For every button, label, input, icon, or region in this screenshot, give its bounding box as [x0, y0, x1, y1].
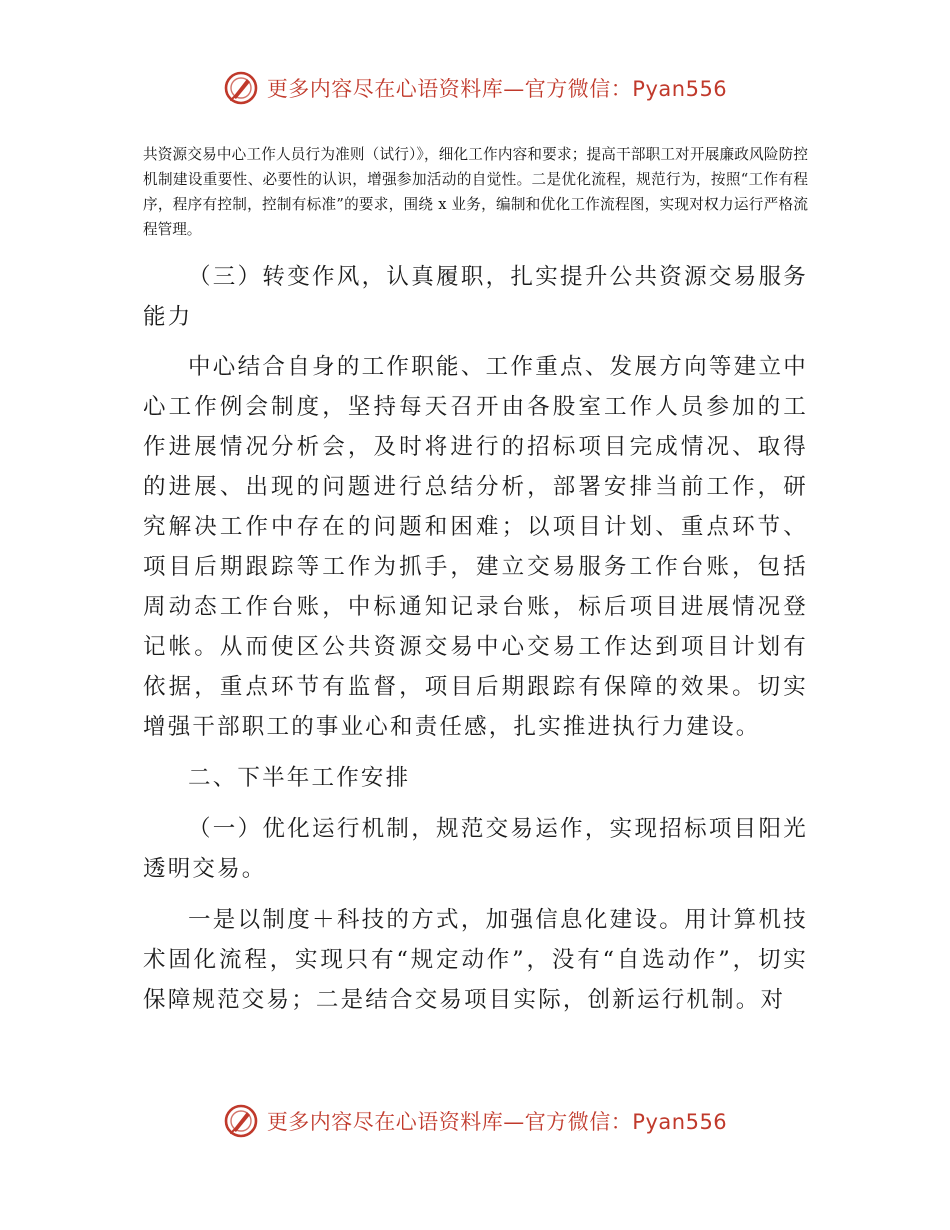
document-body	[143, 142, 808, 1020]
section-heading-2: 二、下半年工作安排	[188, 765, 411, 791]
paragraph-continued: 共资源交易中心工作人员行为准则（试行）》，细化工作内容和要求；提高干部职工对开展廉政风险防控机制建设重要性、必要性的认识，增强参加活动的自觉性。二是优化流程，规范行为，按照“工作有程序，程序有控制，控制有标准”的要求，围绕 x 业务，编制和优化工作流程图，实现对权力运行严格流程管理。	[143, 146, 808, 238]
watermark-text: 更多内容尽在心语资料库—官方微信：Pyan556	[266, 1110, 728, 1134]
quill-logo-icon	[223, 1103, 259, 1139]
watermark-header	[0, 70, 950, 106]
watermark-footer	[0, 1103, 950, 1139]
subsection-heading-1: （一）优化运行机制，规范交易运作，实现招标项目阳光透明交易。	[143, 816, 808, 882]
paragraph-body: 中心结合自身的工作职能、工作重点、发展方向等建立中心工作例会制度，坚持每天召开由各股室工作人员参加的工作进展情况分析会，及时将进行的招标项目完成情况、取得的进展、出现的问题进行总结分析，部署安排当前工作，研究解决工作中存在的问题和困难；以项目计划、重点环节、项目后期跟踪等工作为抓手，建立交易服务工作台账，包括周动态工作台账，中标通知记录台账，标后项目进展情况登记帐。从而使区公共资源交易中心交易工作达到项目计划有依据，重点环节有监督，项目后期跟踪有保障的效果。切实增强干部职工的事业心和责任感，扎实推进执行力建设。	[143, 354, 808, 740]
paragraph-body: 一是以制度＋科技的方式，加强信息化建设。用计算机技术固化流程，实现只有“规定动作”，没有“自选动作”，切实保障规范交易；二是结合交易项目实际，创新运行机制。对	[143, 907, 808, 1013]
section-heading-3: （三）转变作风，认真履职，扎实提升公共资源交易服务能力	[143, 264, 808, 330]
quill-logo-icon	[223, 70, 259, 106]
watermark-text: 更多内容尽在心语资料库—官方微信：Pyan556	[266, 77, 728, 101]
